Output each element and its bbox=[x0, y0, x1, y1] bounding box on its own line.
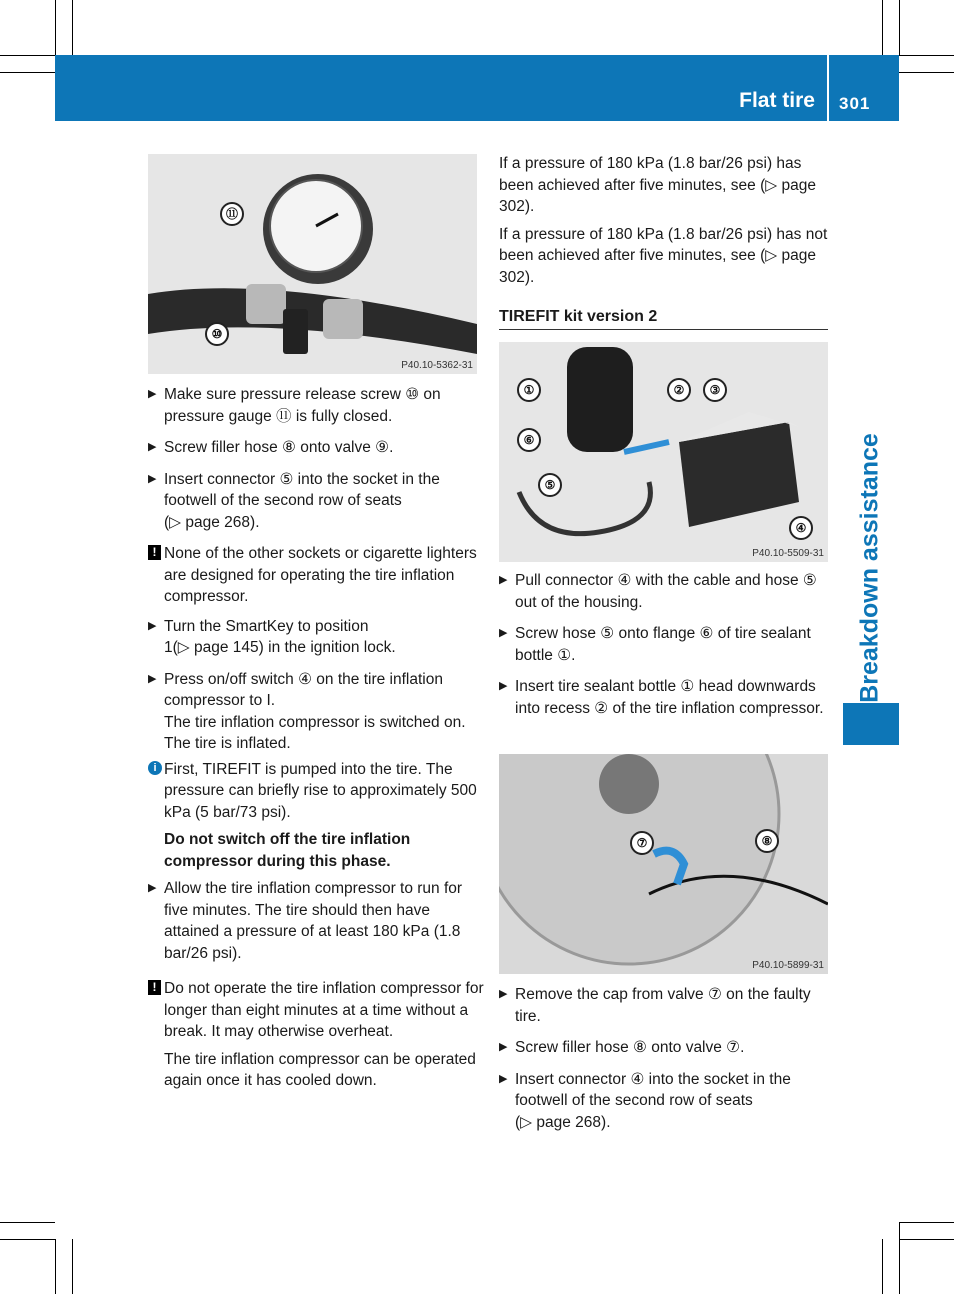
info-note bbox=[148, 759, 484, 873]
warning-note bbox=[148, 543, 484, 608]
arrow-icon: ▶ bbox=[499, 1041, 508, 1053]
crop-mark bbox=[882, 0, 883, 55]
column-right-bottom bbox=[499, 984, 835, 1143]
step-text: Screw filler hose ⑧ onto valve ⑨. bbox=[164, 439, 394, 456]
arrow-icon: ▶ bbox=[148, 441, 157, 453]
crop-mark bbox=[0, 55, 55, 56]
info-text: First, TIREFIT is pumped into the tire. The pressure can briefly rise to approximately 500 kPa (5 bar/73 psi). bbox=[164, 760, 477, 821]
step bbox=[499, 984, 835, 1027]
figure-tirefit-kit bbox=[499, 342, 828, 562]
section-title: Flat tire bbox=[739, 89, 815, 112]
warning-text: Do not operate the tire inflation compressor for longer than eight minutes at a time without a break. It may otherwise overheat. bbox=[164, 980, 484, 1040]
tirefit-kit-illustration bbox=[499, 342, 828, 562]
callout-1: ① bbox=[517, 378, 541, 402]
step-text: Insert connector ⑤ into the socket in the footwell of the second row of seats bbox=[164, 470, 440, 509]
step bbox=[148, 437, 484, 459]
crop-mark bbox=[882, 1239, 883, 1294]
callout-11: ⑪ bbox=[220, 202, 244, 226]
warning-icon: ! bbox=[148, 980, 161, 995]
crop-mark bbox=[899, 55, 954, 56]
arrow-icon: ▶ bbox=[499, 1072, 508, 1085]
figure-code: P40.10-5509-31 bbox=[752, 548, 824, 559]
arrow-icon: ▶ bbox=[148, 388, 157, 400]
step-text: Remove the cap from valve ⑦ on the faulty tire. bbox=[515, 986, 811, 1025]
crop-mark bbox=[899, 1239, 954, 1240]
paragraph: If a pressure of 180 kPa (1.8 bar/26 psi) has been achieved after five minutes, see (▷ page 302). bbox=[499, 155, 816, 215]
crop-mark bbox=[0, 1239, 55, 1240]
callout-7: ⑦ bbox=[630, 831, 654, 855]
arrow-icon: ▶ bbox=[499, 574, 508, 586]
step-text: Pull connector ④ with the cable and hose ⑤ out of the housing. bbox=[515, 572, 817, 611]
step-text-cont: 1(▷ page 145) in the ignition lock. bbox=[164, 639, 396, 656]
header-divider bbox=[827, 55, 829, 121]
step bbox=[499, 676, 835, 719]
callout-10: ⑩ bbox=[205, 322, 229, 346]
crop-mark bbox=[899, 1222, 954, 1223]
subsection-heading: TIREFIT kit version 2 bbox=[499, 308, 828, 330]
step bbox=[499, 570, 835, 613]
warning-text: None of the other sockets or cigarette lighters are designed for operating the tire inflation compressor. bbox=[164, 545, 477, 605]
header-bar bbox=[55, 55, 899, 121]
callout-2: ② bbox=[667, 378, 691, 402]
pressure-gauge-illustration bbox=[148, 154, 477, 374]
figure-code: P40.10-5362-31 bbox=[401, 360, 473, 371]
chapter-marker bbox=[843, 703, 899, 745]
crop-mark bbox=[72, 1239, 73, 1294]
arrow-icon: ▶ bbox=[499, 680, 508, 692]
arrow-icon: ▶ bbox=[148, 882, 157, 894]
step bbox=[148, 469, 484, 534]
crop-mark bbox=[0, 1222, 55, 1223]
step-text: Insert tire sealant bottle ① head downwards into recess ② of the tire inflation compressor. bbox=[515, 678, 824, 717]
warning-note bbox=[148, 978, 484, 1092]
crop-mark bbox=[72, 0, 73, 55]
arrow-icon: ▶ bbox=[148, 619, 157, 632]
step bbox=[148, 616, 484, 659]
arrow-icon: ▶ bbox=[148, 472, 157, 485]
crop-mark bbox=[899, 1222, 900, 1294]
callout-5: ⑤ bbox=[538, 473, 562, 497]
arrow-icon: ▶ bbox=[148, 672, 157, 685]
sidebar-chapter-title: Breakdown assistance bbox=[855, 433, 884, 703]
page-ref: (▷ page 268). bbox=[515, 1113, 611, 1131]
page-ref: (▷ page 268). bbox=[164, 513, 260, 531]
crop-mark bbox=[0, 72, 55, 73]
figure-pressure-gauge bbox=[148, 154, 477, 374]
step bbox=[148, 384, 484, 427]
crop-mark bbox=[899, 72, 954, 73]
callout-8: ⑧ bbox=[755, 829, 779, 853]
figure-wheel-valve bbox=[499, 754, 828, 974]
info-icon: i bbox=[148, 761, 162, 775]
arrow-icon: ▶ bbox=[499, 627, 508, 639]
step bbox=[148, 878, 484, 964]
step-result: The tire inflation compressor is switched on. The tire is inflated. bbox=[164, 713, 466, 752]
page-number: 301 bbox=[839, 94, 871, 113]
crop-mark bbox=[899, 0, 900, 55]
step-text: Insert connector ④ into the socket in the footwell of the second row of seats bbox=[515, 1070, 791, 1109]
crop-mark bbox=[55, 0, 56, 55]
warning-icon: ! bbox=[148, 545, 161, 560]
callout-4: ④ bbox=[789, 516, 813, 540]
step-text: Turn the SmartKey to position bbox=[164, 617, 369, 635]
column-right-top bbox=[499, 153, 835, 294]
figure-code: P40.10-5899-31 bbox=[752, 960, 824, 971]
step-text: Allow the tire inflation compressor to run for five minutes. The tire should then have attained a pressure of at least 180 kPa (1.8 bar/26 psi). bbox=[164, 880, 463, 962]
warning-text-2: The tire inflation compressor can be operated again once it has cooled down. bbox=[164, 1050, 476, 1089]
step-text: Screw hose ⑤ onto flange ⑥ of tire sealant bottle ①. bbox=[515, 625, 811, 664]
column-right-mid bbox=[499, 570, 835, 729]
arrow-icon: ▶ bbox=[499, 988, 508, 1000]
info-bold-text: Do not switch off the tire inflation compressor during this phase. bbox=[164, 831, 411, 870]
step-text: Make sure pressure release screw ⑩ on pressure gauge ⑪ is fully closed. bbox=[164, 386, 441, 425]
step bbox=[499, 1069, 835, 1134]
step-text: Screw filler hose ⑧ onto valve ⑦. bbox=[515, 1039, 745, 1056]
step-text: Press on/off switch ④ on the tire inflation compressor to I. bbox=[164, 670, 443, 709]
column-left bbox=[148, 384, 484, 1100]
callout-6: ⑥ bbox=[517, 428, 541, 452]
callout-3: ③ bbox=[703, 378, 727, 402]
paragraph: If a pressure of 180 kPa (1.8 bar/26 psi) has not been achieved after five minutes, see (▷ page 302). bbox=[499, 225, 828, 286]
wheel-valve-illustration bbox=[499, 754, 828, 974]
crop-mark bbox=[55, 1239, 56, 1294]
step bbox=[148, 669, 484, 755]
step bbox=[499, 623, 835, 666]
step bbox=[499, 1037, 835, 1059]
